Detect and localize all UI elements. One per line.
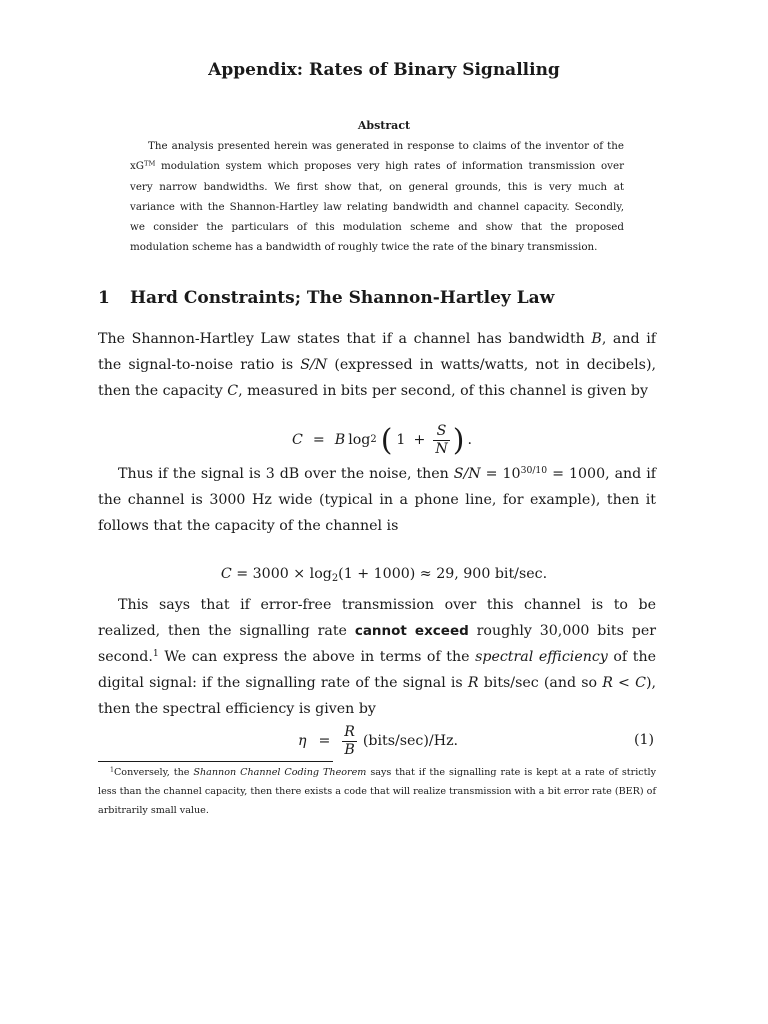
abstract-text-b: modulation system which proposes very high rates of information transmission over very narrow bandwidths. We first show that, on general grounds, this is very much at variance with the Shannon-Hartley law relating bandwidth and channel capacity. Secondly, we consider the particulars of this modulation scheme and show that the proposed modulation scheme has a bandwidth of roughly twice the rate of the binary transmission. [130, 160, 624, 254]
section-title: Hard Constraints; The Shannon-Hartley Law [130, 288, 555, 308]
footnote: $^1$Conversely, the Shannon Channel Coding Theorem says that if the signalling rate is kept at a rate of strictly less than the channel capacity, then there exists a code that will realize transmission with a bit error rate (BER) of arbitrarily small value. [98, 766, 657, 816]
trademark-mark: TM [144, 159, 156, 168]
abstract-body [130, 136, 624, 258]
abstract-text-a: The analysis presented herein was generated in response to claims of the inventor of the xG [130, 140, 624, 173]
snr-fraction: $\frac{S}{N}$ [435, 422, 448, 457]
paragraph-3: This says that if error-free transmission over this channel is to be realized, then the signalling rate cannot exceed roughly 30,000 bits per second.$^1$ We can express the above in terms of the spectral efficiency of the digital signal: if the signalling rate of the signal is R bits/sec (and so R < C), then the spectral efficiency is given by [98, 597, 657, 717]
footnote-rule [98, 761, 333, 762]
section-number: 1 [98, 288, 110, 308]
paragraph-1: The Shannon-Hartley Law states that if a channel has bandwidth B, and if the signal-to-noise ratio is S/N (expressed in watts/watts, not in decibels), then the capacity C, measured in bits per second, of this channel is given by [98, 331, 657, 399]
footnote-mark: 1 [152, 647, 159, 659]
section-heading [98, 288, 554, 308]
paragraph-2: Thus if the signal is 3 dB over the noise, then $S/N = 10^{30/10} = 1000$, and if the channel is 3000 Hz wide (typical in a phone line, for example), then it follows that the capacity of the channel is [98, 464, 657, 534]
abstract-heading: Abstract [357, 119, 411, 132]
rate-fraction: $\frac{R}{B}$ [344, 723, 355, 758]
equation-capacity-example: $C = 3000 \times \log_2(1 + 1000) \approx 29$, 900 bit/sec. [220, 566, 548, 584]
paper-title: Appendix: Rates of Binary Signalling [208, 60, 560, 80]
equation-label: (1) [634, 732, 655, 748]
